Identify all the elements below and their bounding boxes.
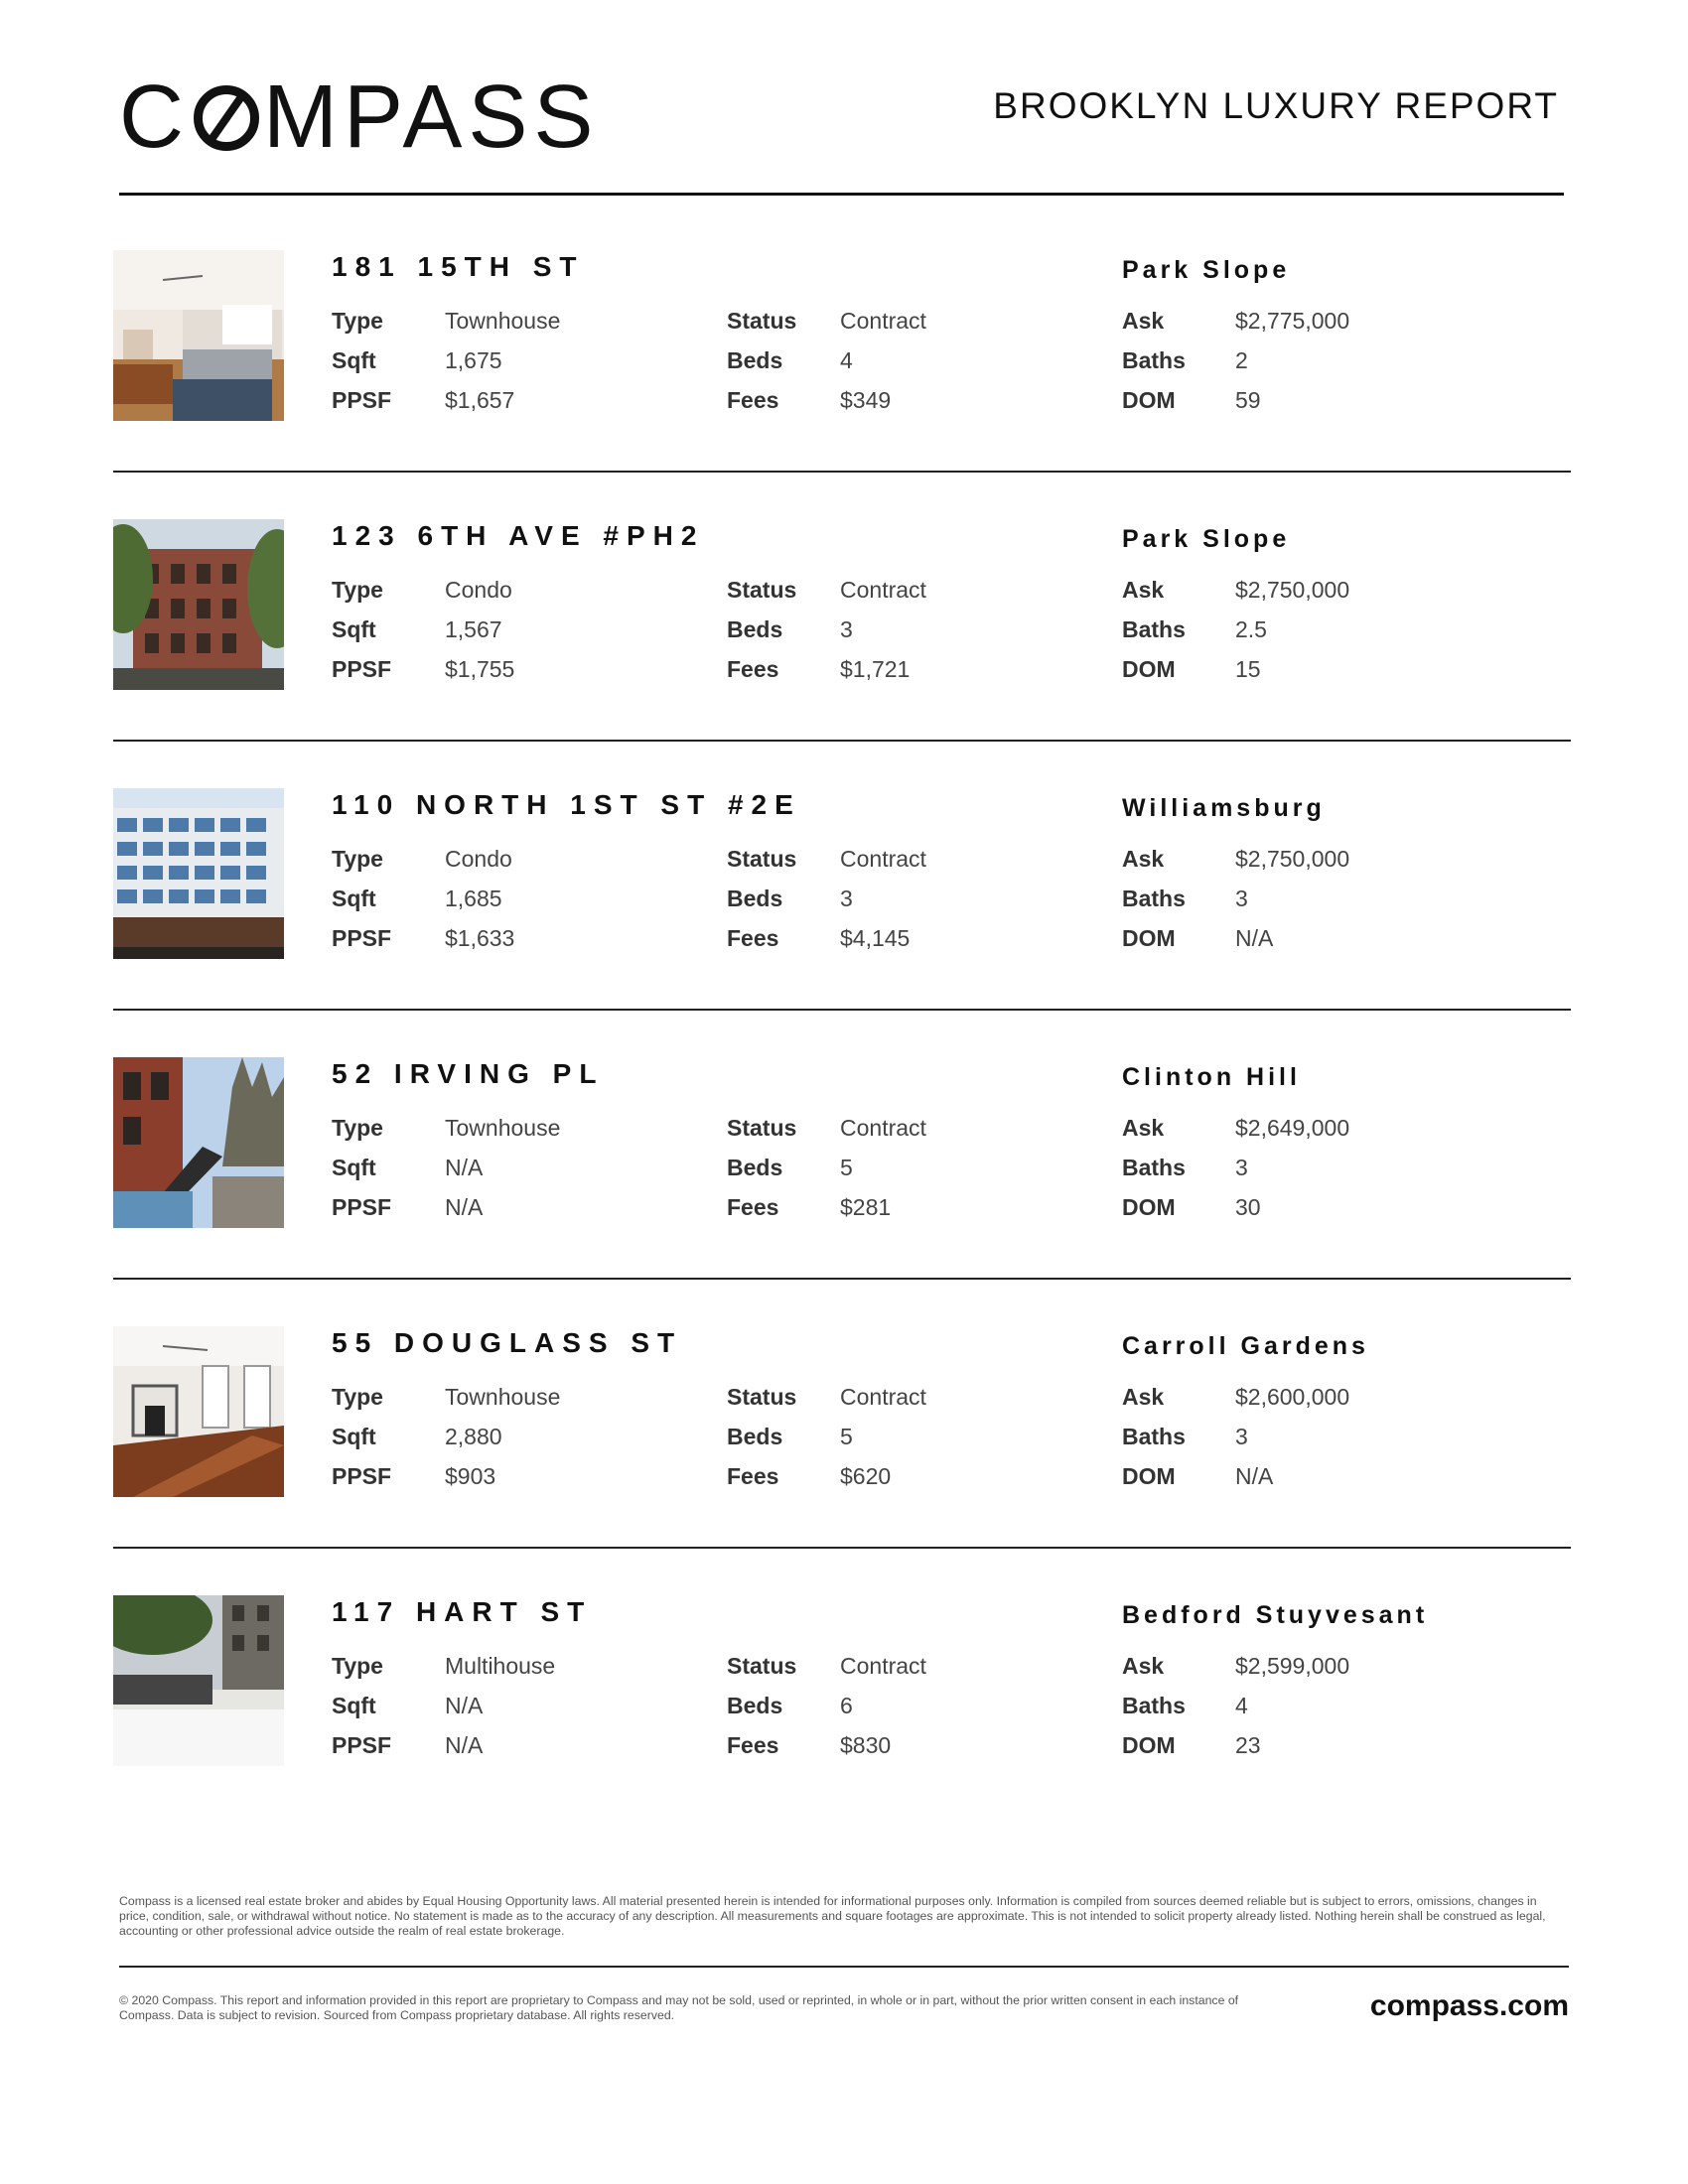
field-label: Beds bbox=[727, 886, 783, 911]
field-label: Ask bbox=[1122, 1115, 1165, 1141]
listing-5 bbox=[113, 1326, 1571, 1594]
field-label: Beds bbox=[727, 347, 783, 373]
report-title: BROOKLYN LUXURY REPORT bbox=[993, 85, 1559, 126]
listing-2 bbox=[113, 519, 1571, 787]
field-value: Condo bbox=[445, 846, 512, 872]
field-value: 2,880 bbox=[445, 1424, 502, 1449]
field-label: Sqft bbox=[332, 1693, 376, 1718]
listing-neighborhood: Williamsburg bbox=[1122, 794, 1326, 822]
field-value: Townhouse bbox=[445, 308, 561, 334]
listing-4 bbox=[113, 1057, 1571, 1325]
field-value: $2,775,000 bbox=[1235, 308, 1350, 334]
field-value: 3 bbox=[1235, 1155, 1248, 1180]
field-value: $1,633 bbox=[445, 925, 515, 951]
field-value: N/A bbox=[445, 1732, 484, 1758]
field-label: DOM bbox=[1122, 925, 1176, 951]
field-value: Contract bbox=[840, 1115, 926, 1141]
field-value: 23 bbox=[1235, 1732, 1261, 1758]
field-label: Beds bbox=[727, 1155, 783, 1180]
field-label: Fees bbox=[727, 925, 779, 951]
field-value: 3 bbox=[840, 616, 853, 642]
field-value: 1,675 bbox=[445, 347, 502, 373]
listing-divider bbox=[113, 471, 1571, 473]
listing-address: 117 HART ST bbox=[332, 1596, 593, 1627]
field-value: Townhouse bbox=[445, 1384, 561, 1410]
listing-address: 110 NORTH 1ST ST #2E bbox=[332, 789, 801, 820]
field-value: Contract bbox=[840, 846, 926, 872]
field-value: 2 bbox=[1235, 347, 1248, 373]
field-value: N/A bbox=[1235, 925, 1274, 951]
field-label: PPSF bbox=[332, 1194, 392, 1220]
listing-address: 55 DOUGLASS ST bbox=[332, 1327, 683, 1358]
listing-address: 181 15TH ST bbox=[332, 251, 585, 282]
field-label: PPSF bbox=[332, 925, 392, 951]
field-label: Type bbox=[332, 846, 383, 872]
field-label: Type bbox=[332, 577, 383, 603]
field-value: 5 bbox=[840, 1155, 853, 1180]
field-value: 1,685 bbox=[445, 886, 502, 911]
field-label: PPSF bbox=[332, 387, 392, 413]
field-label: DOM bbox=[1122, 656, 1176, 682]
listing-address: 123 6TH AVE #PH2 bbox=[332, 520, 705, 551]
field-label: Status bbox=[727, 1653, 797, 1679]
field-label: Status bbox=[727, 846, 797, 872]
field-label: Status bbox=[727, 1384, 797, 1410]
field-value: 59 bbox=[1235, 387, 1261, 413]
field-label: Ask bbox=[1122, 577, 1165, 603]
field-value: 5 bbox=[840, 1424, 853, 1449]
listing-divider bbox=[113, 1009, 1571, 1011]
field-label: Type bbox=[332, 1384, 383, 1410]
footer-divider bbox=[119, 1966, 1569, 1968]
field-value: N/A bbox=[445, 1194, 484, 1220]
field-label: Beds bbox=[727, 1693, 783, 1718]
field-value: Contract bbox=[840, 1653, 926, 1679]
field-value: N/A bbox=[1235, 1463, 1274, 1489]
field-label: Sqft bbox=[332, 616, 376, 642]
field-label: DOM bbox=[1122, 1194, 1176, 1220]
field-label: Baths bbox=[1122, 616, 1186, 642]
field-label: Sqft bbox=[332, 1155, 376, 1180]
field-label: Fees bbox=[727, 1732, 779, 1758]
field-value: $2,599,000 bbox=[1235, 1653, 1350, 1679]
field-value: Contract bbox=[840, 1384, 926, 1410]
listing-neighborhood: Park Slope bbox=[1122, 525, 1291, 553]
listing-divider bbox=[113, 1278, 1571, 1280]
field-label: PPSF bbox=[332, 1463, 392, 1489]
copyright-notice: © 2020 Compass. This report and information provided in this report are proprietary to Compass and may not be sold, used or reprinted, in whole or in part, without the prior written consent in each instance of Compass. Data is subject to revision. Sourced from Compass proprietary database. All rights reserved. bbox=[119, 1993, 1239, 2022]
field-value: Contract bbox=[840, 577, 926, 603]
field-label: Ask bbox=[1122, 1653, 1165, 1679]
field-value: $2,750,000 bbox=[1235, 577, 1350, 603]
field-label: Baths bbox=[1122, 1693, 1186, 1718]
field-value: 15 bbox=[1235, 656, 1261, 682]
field-value: $2,649,000 bbox=[1235, 1115, 1350, 1141]
field-label: Baths bbox=[1122, 1155, 1186, 1180]
field-label: Type bbox=[332, 1653, 383, 1679]
field-value: 1,567 bbox=[445, 616, 502, 642]
field-label: Status bbox=[727, 308, 797, 334]
listing-neighborhood: Park Slope bbox=[1122, 256, 1291, 284]
field-value: $349 bbox=[840, 387, 892, 413]
listing-address: 52 IRVING PL bbox=[332, 1058, 605, 1089]
field-value: Multihouse bbox=[445, 1653, 556, 1679]
field-value: $830 bbox=[840, 1732, 892, 1758]
field-value: Contract bbox=[840, 308, 926, 334]
field-label: DOM bbox=[1122, 1732, 1176, 1758]
header-divider bbox=[119, 193, 1564, 196]
field-value: 3 bbox=[840, 886, 853, 911]
listing-neighborhood: Carroll Gardens bbox=[1122, 1332, 1369, 1360]
field-value: 4 bbox=[1235, 1693, 1248, 1718]
field-label: Sqft bbox=[332, 886, 376, 911]
field-label: Fees bbox=[727, 656, 779, 682]
field-value: N/A bbox=[445, 1693, 484, 1718]
listing-divider bbox=[113, 1547, 1571, 1549]
listing-neighborhood: Clinton Hill bbox=[1122, 1063, 1301, 1091]
field-value: 30 bbox=[1235, 1194, 1261, 1220]
listing-photo-3 bbox=[113, 788, 284, 959]
listing-1 bbox=[113, 250, 1571, 518]
listing-neighborhood: Bedford Stuyvesant bbox=[1122, 1601, 1429, 1629]
field-label: Fees bbox=[727, 1463, 779, 1489]
field-value: Townhouse bbox=[445, 1115, 561, 1141]
field-value: $1,755 bbox=[445, 656, 515, 682]
compass-logo: C MPASS bbox=[119, 68, 600, 167]
field-label: Beds bbox=[727, 616, 783, 642]
field-label: Baths bbox=[1122, 347, 1186, 373]
field-label: Status bbox=[727, 1115, 797, 1141]
field-label: Baths bbox=[1122, 1424, 1186, 1449]
field-value: 6 bbox=[840, 1693, 853, 1718]
field-label: Fees bbox=[727, 387, 779, 413]
field-label: Sqft bbox=[332, 1424, 376, 1449]
field-label: Ask bbox=[1122, 1384, 1165, 1410]
field-label: Type bbox=[332, 308, 383, 334]
field-value: $281 bbox=[840, 1194, 892, 1220]
field-label: Beds bbox=[727, 1424, 783, 1449]
field-label: Status bbox=[727, 577, 797, 603]
listing-6 bbox=[113, 1595, 1571, 1863]
field-label: Baths bbox=[1122, 886, 1186, 911]
listing-divider bbox=[113, 740, 1571, 742]
field-value: $2,750,000 bbox=[1235, 846, 1350, 872]
field-label: PPSF bbox=[332, 1732, 392, 1758]
field-value: $2,600,000 bbox=[1235, 1384, 1350, 1410]
field-label: Ask bbox=[1122, 846, 1165, 872]
field-value: 2.5 bbox=[1235, 616, 1267, 642]
listing-photo-1 bbox=[113, 250, 284, 421]
listing-photo-4 bbox=[113, 1057, 284, 1228]
field-value: $1,657 bbox=[445, 387, 515, 413]
field-label: PPSF bbox=[332, 656, 392, 682]
field-value: 3 bbox=[1235, 886, 1248, 911]
field-label: Fees bbox=[727, 1194, 779, 1220]
field-label: Ask bbox=[1122, 308, 1165, 334]
field-label: DOM bbox=[1122, 387, 1176, 413]
listing-photo-6 bbox=[113, 1595, 284, 1766]
field-value: Condo bbox=[445, 577, 512, 603]
website-link[interactable]: compass.com bbox=[1369, 1989, 1569, 2022]
listing-photo-5 bbox=[113, 1326, 284, 1497]
field-value: $903 bbox=[445, 1463, 496, 1489]
legal-disclaimer: Compass is a licensed real estate broker and abides by Equal Housing Opportunity laws. All material presented herein is intended for informational purposes only. Information is compiled from sources deemed reliable but is subject to errors, omissions, changes in price, condition, sale, or withdrawal without notice. No statement is made as to the accuracy of any description. All measurements and square footages are approximate. This is not intended to solicit property already listed. Nothing herein shall be construed as legal, accounting or other professional advice outside the realm of real estate brokerage. bbox=[119, 1894, 1546, 1938]
field-value: 4 bbox=[840, 347, 853, 373]
field-label: DOM bbox=[1122, 1463, 1176, 1489]
field-value: $620 bbox=[840, 1463, 892, 1489]
field-value: $1,721 bbox=[840, 656, 911, 682]
report-header bbox=[119, 68, 1559, 167]
field-value: 3 bbox=[1235, 1424, 1248, 1449]
field-label: Type bbox=[332, 1115, 383, 1141]
field-value: $4,145 bbox=[840, 925, 911, 951]
listing-photo-2 bbox=[113, 519, 284, 690]
field-label: Sqft bbox=[332, 347, 376, 373]
listing-3 bbox=[113, 788, 1571, 1056]
field-value: N/A bbox=[445, 1155, 484, 1180]
